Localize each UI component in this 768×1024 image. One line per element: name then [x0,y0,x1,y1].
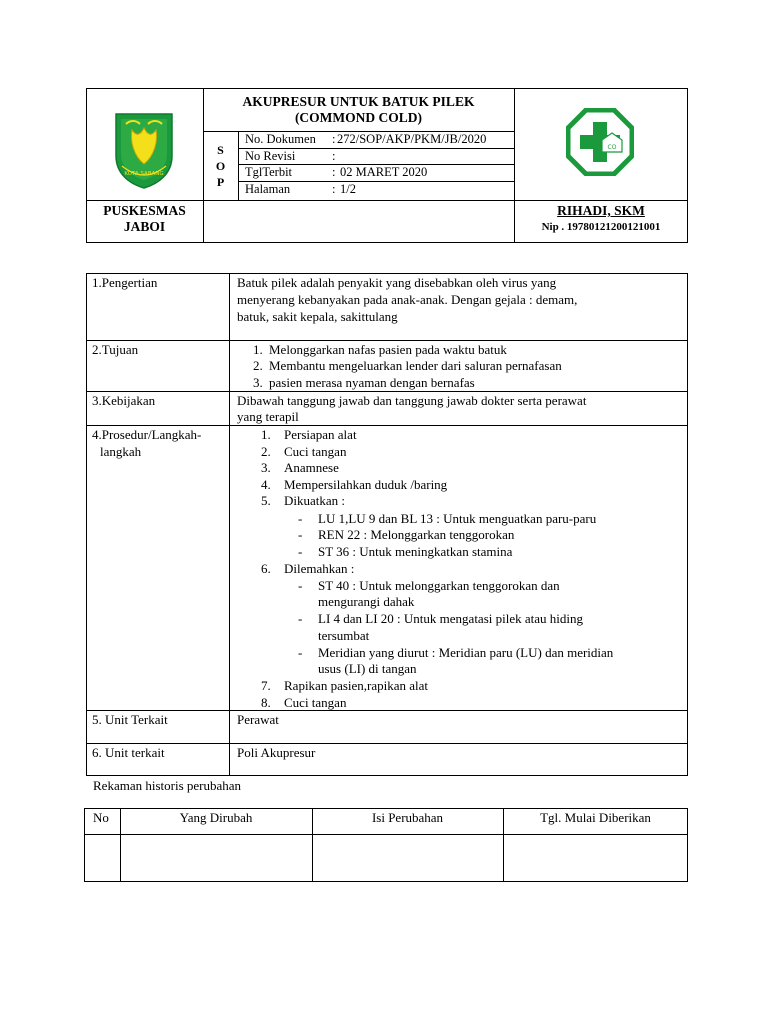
history-caption: Rekaman historis perubahan [93,778,242,793]
field-sep: : [332,149,336,163]
dilemahkan-item: mengurangi dahak [318,594,415,609]
step-text: Persiapan alat [284,427,357,442]
sop-title-line2: (COMMOND COLD) [294,110,423,125]
dilemahkan-item: LI 4 dan LI 20 : Untuk mengatasi pilek atau hiding [318,611,583,626]
org-name-line2: JABOI [123,219,166,234]
dash: - [298,527,303,542]
sop-letter-s: S [217,143,224,157]
label-unit-terkait-2: 6. Unit terkait [92,745,165,760]
sop-letter-o: O [215,159,226,173]
kota-sabang-logo [112,110,176,190]
label-pengertian: 1.Pengertian [92,275,158,290]
step-text: Mempersilahkan duduk /baring [284,477,448,492]
field-label-tgl-terbit: TglTerbit [245,165,293,179]
kebijakan-text: Dibawah tanggung jawab dan tanggung jawab dokter serta perawat [237,393,587,408]
sop-title-line1: AKUPRESUR UNTUK BATUK PILEK [242,94,475,109]
field-sep: : [332,165,336,179]
tujuan-num: 3. [253,375,263,390]
field-label-halaman: Halaman [245,182,291,196]
step-num: 2. [261,444,271,459]
signer-nip: Nip . 19780121200121001 [541,221,661,233]
history-col-yang-dirubah: Yang Dirubah [179,810,253,825]
divider [229,273,230,776]
svg-text:KOTA SABANG: KOTA SABANG [124,171,164,177]
dikuatkan-item: REN 22 : Melonggarkan tenggorokan [318,527,515,542]
divider [86,391,688,392]
divider [86,200,688,201]
dash: - [298,578,303,593]
dilemahkan-item: Meridian yang diurut : Meridian paru (LU) dan meridian [318,645,614,660]
pengertian-text: Batuk pilek adalah penyakit yang disebabkan oleh virus yang [237,275,557,290]
dilemahkan-item: ST 40 : Untuk melonggarkan tenggorokan dan [318,578,560,593]
label-prosedur: 4.Prosedur/Langkah- [92,427,202,442]
label-prosedur: langkah [100,444,142,459]
divider [86,340,688,341]
tujuan-item: pasien merasa nyaman dengan bernafas [269,375,475,390]
dash: - [298,544,303,559]
dikuatkan-item: ST 36 : Untuk meningkatkan stamina [318,544,513,559]
signer-name: RIHADI, SKM [557,203,645,218]
dilemahkan-item: tersumbat [318,628,370,643]
step-num: 7. [261,678,271,693]
field-sep: : [332,132,336,146]
dilemahkan-item: usus (LI) di tangan [318,661,417,676]
divider [84,834,688,835]
dikuatkan-item: LU 1,LU 9 dan BL 13 : Untuk menguatkan paru-paru [318,511,597,526]
dash: - [298,645,303,660]
svg-text:CO: CO [607,144,617,151]
field-value-no-dokumen: 272/SOP/AKP/PKM/JB/2020 [337,132,487,146]
step-num: 1. [261,427,271,442]
history-col-tgl-mulai: Tgl. Mulai Diberikan [540,810,651,825]
unit-terkait-2-value: Poli Akupresur [237,745,316,760]
tujuan-num: 1. [253,342,263,357]
history-col-no: No [93,810,109,825]
dash: - [298,611,303,626]
label-tujuan: 2.Tujuan [92,342,139,357]
kebijakan-text: yang terapil [237,409,299,424]
step-text: Rapikan pasien,rapikan alat [284,678,429,693]
field-value-tgl-terbit: 02 MARET 2020 [340,165,428,179]
divider [86,710,688,711]
label-unit-terkait: 5. Unit Terkait [92,712,168,727]
history-col-isi-perubahan: Isi Perubahan [371,810,444,825]
step-num: 5. [261,493,271,508]
field-label-no-revisi: No Revisi [245,149,296,163]
dash: - [298,511,303,526]
step-num: 6. [261,561,271,576]
divider [238,131,239,200]
step-text: Cuci tangan [284,444,347,459]
tujuan-num: 2. [253,358,263,373]
field-label-no-dokumen: No. Dokumen [245,132,316,146]
step-text: Dilemahkan : [284,561,355,576]
label-kebijakan: 3.Kebijakan [92,393,156,408]
puskesmas-logo [566,108,634,176]
sop-letter-p: P [216,175,225,189]
divider [86,743,688,744]
field-value-halaman: 1/2 [340,182,356,196]
step-text: Cuci tangan [284,695,347,710]
step-num: 3. [261,460,271,475]
pengertian-text: menyerang kebanyakan pada anak-anak. Dengan gejala : demam, [237,292,578,307]
divider [86,425,688,426]
field-sep: : [332,182,336,196]
unit-terkait-value: Perawat [237,712,279,727]
org-name-line1: PUSKESMAS [103,203,186,218]
tujuan-item: Membantu mengeluarkan lender dari saluran pernafasan [269,358,562,373]
step-num: 4. [261,477,271,492]
step-text: Dikuatkan : [284,493,346,508]
step-num: 8. [261,695,271,710]
pengertian-text: batuk, sakit kepala, sakittulang [237,309,398,324]
step-text: Anamnese [284,460,339,475]
tujuan-item: Melonggarkan nafas pasien pada waktu batuk [269,342,507,357]
